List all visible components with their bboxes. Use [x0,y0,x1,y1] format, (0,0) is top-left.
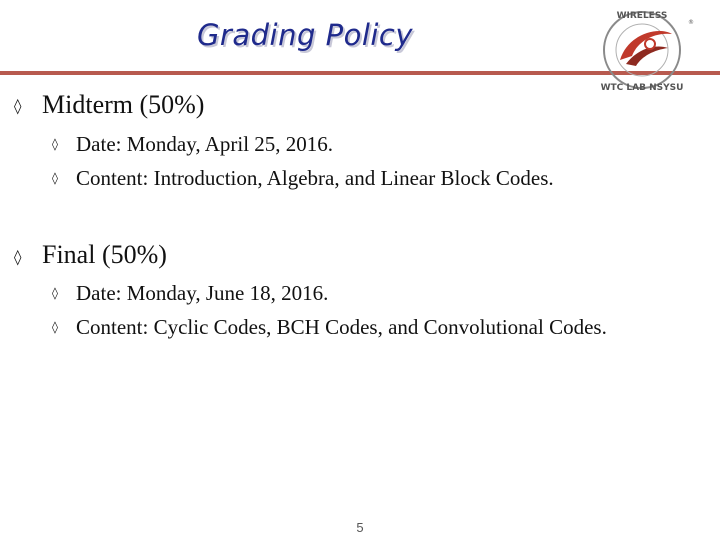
page-number: 5 [356,520,364,535]
diamond-bullet-icon: ◊ [52,171,58,185]
diamond-bullet-icon: ◊ [14,248,22,266]
slide-title: Grading Policy [196,18,414,52]
diamond-bullet-icon: ◊ [52,137,58,151]
lab-seal-icon [598,4,694,94]
diamond-bullet-icon: ◊ [52,320,58,334]
midterm-content: Content: Introduction, Algebra, and Linear Block Codes. [76,166,554,190]
final-date: Date: Monday, June 18, 2016. [76,281,329,305]
section-heading-midterm: Midterm (50%) [42,90,205,119]
diamond-bullet-icon: ◊ [14,97,22,115]
svg-text:WTC LAB NSYSU: WTC LAB NSYSU [600,83,684,93]
midterm-date: Date: Monday, April 25, 2016. [76,132,334,156]
svg-text:®: ® [688,19,694,26]
diamond-bullet-icon: ◊ [52,286,58,300]
svg-text:WIRELESS: WIRELESS [616,11,668,21]
section-heading-final: Final (50%) [42,240,167,269]
final-content: Content: Cyclic Codes, BCH Codes, and Convolutional Codes. [76,315,607,339]
